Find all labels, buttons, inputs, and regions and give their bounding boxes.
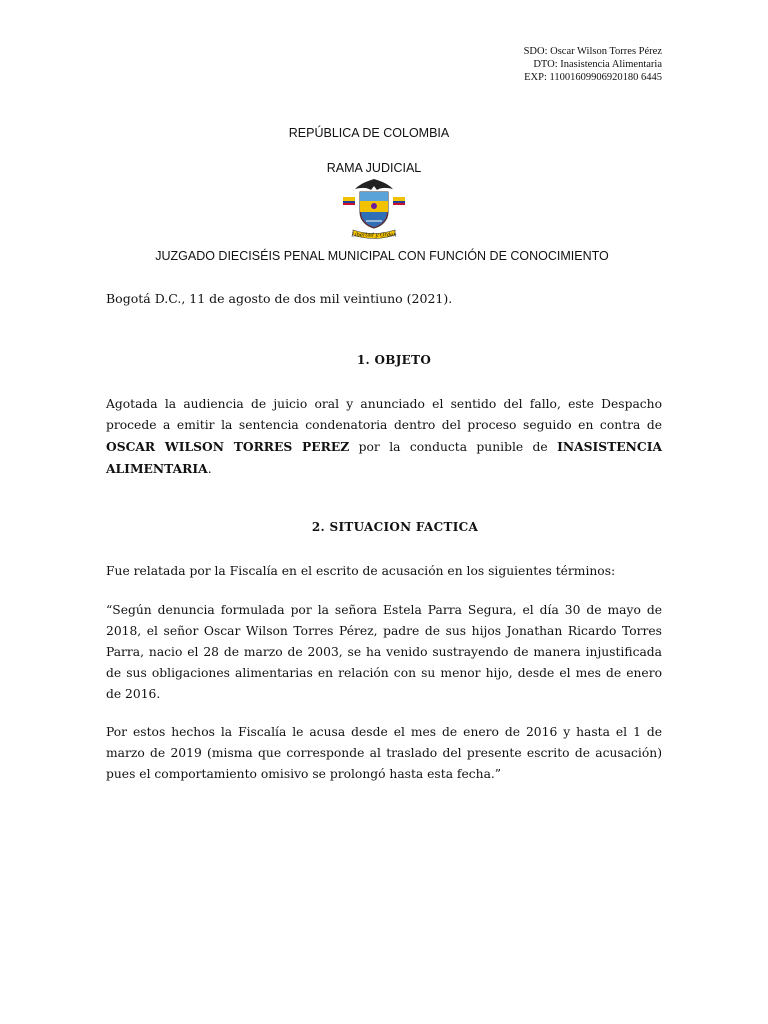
section-heading-situacion: 2. SITUACION FACTICA bbox=[311, 520, 479, 534]
seal-motto: Libertad y Orden bbox=[351, 232, 397, 239]
branch-title: RAMA JUDICIAL bbox=[326, 161, 422, 175]
section-heading-objeto: 1. OBJETO bbox=[356, 353, 432, 367]
coat-of-arms-icon bbox=[341, 177, 407, 243]
objeto-text-c: . bbox=[207, 462, 212, 476]
case-crime: DTO: Inasistencia Alimentaria bbox=[533, 59, 662, 70]
objeto-paragraph bbox=[106, 394, 662, 480]
case-defendant: SDO: Oscar Wilson Torres Pérez bbox=[523, 46, 662, 57]
case-reference bbox=[524, 45, 662, 84]
crime-name: INASISTENCIA ALIMENTARIA bbox=[106, 439, 662, 476]
defendant-name: OSCAR WILSON TORRES PEREZ bbox=[106, 439, 350, 454]
situacion-intro: Fue relatada por la Fiscalía en el escrito de acusación en los siguientes términos: bbox=[106, 564, 616, 578]
court-title: JUZGADO DIECISÉIS PENAL MUNICIPAL CON FUNCIÓN DE CONOCIMIENTO bbox=[155, 249, 609, 263]
situacion-quote-paragraph-1: “Según denuncia formulada por la señora Estela Parra Segura, el día 30 de mayo de 2018, el señor Oscar Wilson Torres Pérez, padre de sus hijos Jonathan Ricardo Torres Parra, nacio el 28 de marzo de 2003, se ha venido sustrayendo de manera injustificada de sus obligaciones alimentarias en relación con su menor hijo, desde el mes de enero de 2016. bbox=[106, 603, 662, 701]
objeto-text-b: por la conducta punible de bbox=[349, 440, 558, 454]
case-file-number: EXP: 11001609906920180 6445 bbox=[524, 72, 662, 83]
objeto-text-a: Agotada la audiencia de juicio oral y anunciado el sentido del fallo, este Despacho procede a emitir la sentencia condenatoria dentro del proceso seguido en contra de bbox=[106, 397, 662, 432]
republic-title: REPÚBLICA DE COLOMBIA bbox=[288, 126, 450, 140]
situacion-quote-paragraph-2: Por estos hechos la Fiscalía le acusa desde el mes de enero de 2016 y hasta el 1 de marzo de 2019 (misma que corresponde al traslado del presente escrito de acusación) pues el comportamiento omisivo se prolongó hasta esta fecha.” bbox=[106, 725, 662, 781]
date-line: Bogotá D.C., 11 de agosto de dos mil veintiuno (2021). bbox=[106, 291, 453, 306]
